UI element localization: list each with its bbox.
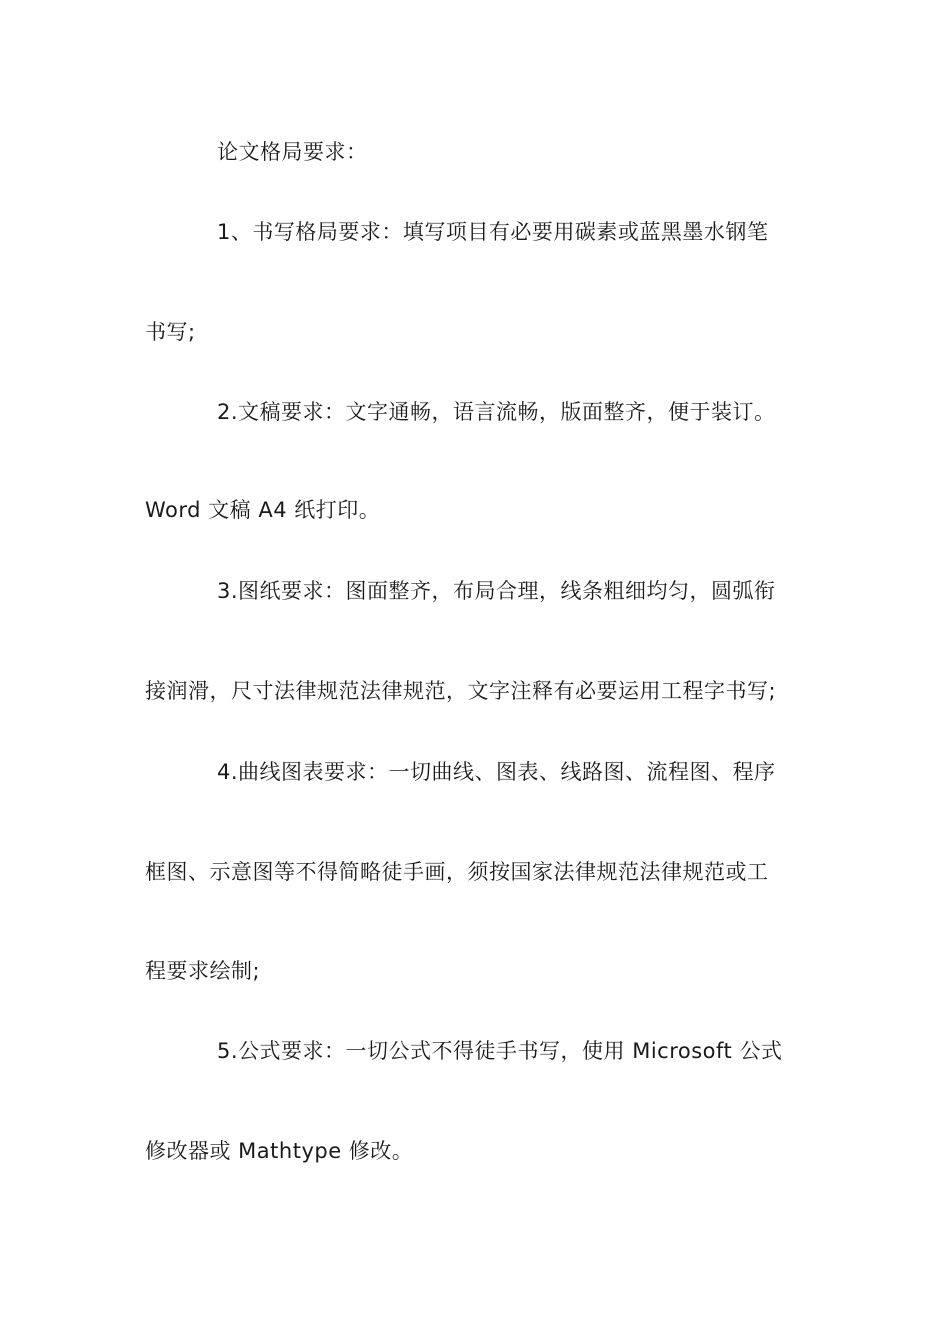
requirement-1-line-2: 书写; [145,320,196,344]
requirement-1-line-1: 1、书写格局要求：填写项目有必要用碳素或蓝黑墨水钢笔 [217,220,769,244]
requirement-4-line-1: 4.曲线图表要求：一切曲线、图表、线路图、流程图、程序 [217,760,776,784]
requirement-2-line-2: Word 文稿 A4 纸打印。 [145,498,381,522]
requirement-3-line-1: 3.图纸要求：图面整齐，布局合理，线条粗细均匀，圆弧衔 [217,579,776,603]
requirement-2-line-1: 2.文稿要求：文字通畅，语言流畅，版面整齐，便于装订。 [217,400,776,424]
requirement-4-line-2: 框图、示意图等不得简略徒手画，须按国家法律规范法律规范或工 [145,860,769,884]
requirement-5-line-2: 修改器或 Mathtype 修改。 [145,1139,414,1163]
requirement-5-line-1: 5.公式要求：一切公式不得徒手书写，使用 Microsoft 公式 [217,1039,783,1063]
document-heading: 论文格局要求： [217,140,368,164]
requirement-4-line-3: 程要求绘制; [145,959,261,983]
requirement-3-line-2: 接润滑，尺寸法律规范法律规范，文字注释有必要运用工程字书写; [145,679,777,703]
